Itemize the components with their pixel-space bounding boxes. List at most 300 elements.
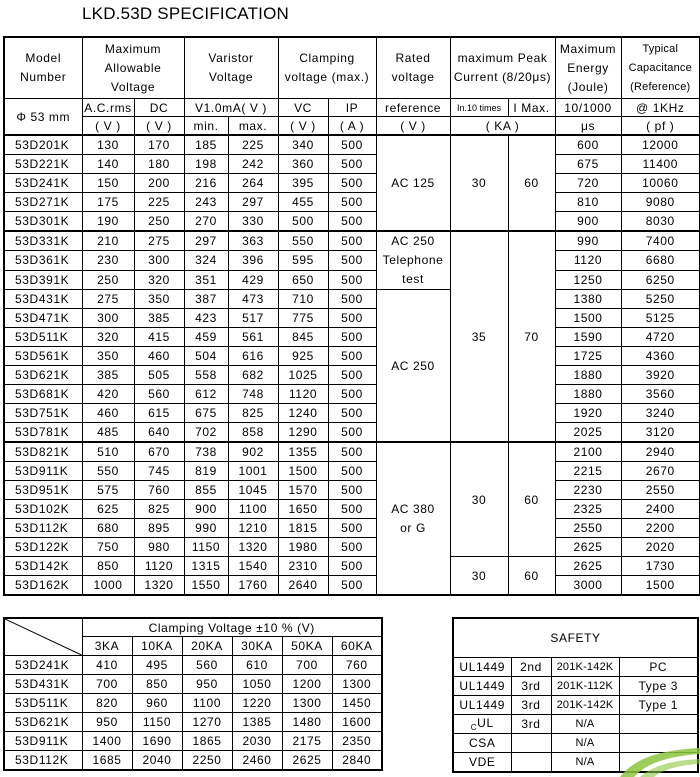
vmin-cell: 990 [184, 519, 228, 538]
clamp-value-cell: 760 [332, 656, 382, 675]
vc-cell: 775 [278, 309, 328, 328]
ip-cell: 500 [328, 193, 376, 212]
dc-cell: 895 [134, 519, 184, 538]
safety-standard-cell: UL1449 [453, 696, 511, 715]
clamp-value-cell: 2840 [332, 751, 382, 771]
table-row [4, 251, 700, 270]
model-cell: 53D681K [4, 385, 82, 404]
energy-header: Maximum Energy (Joule) [555, 37, 621, 99]
table-row [453, 696, 698, 715]
peak-current-header: maximum Peak Current (8/20μs) [450, 37, 555, 99]
capacitance-cell: 2020 [621, 538, 700, 557]
vmax-cell: 297 [228, 193, 278, 212]
energy-cell: 2550 [555, 519, 621, 538]
table-row [4, 675, 382, 694]
safety-standard-cell: CSA [453, 734, 511, 753]
clamp-value-cell: 1400 [82, 732, 132, 751]
capacitance-cell: 9080 [621, 193, 700, 212]
table-row [4, 751, 382, 771]
clamp-value-cell: 1480 [282, 713, 332, 732]
vmax-cell: 473 [228, 290, 278, 309]
clamp-value-cell: 1050 [232, 675, 282, 694]
dc-cell: 275 [134, 231, 184, 251]
table-row [4, 500, 700, 519]
acrms-cell: 550 [82, 462, 134, 481]
clamp-value-cell: 560 [182, 656, 232, 675]
vmin-cell: 558 [184, 366, 228, 385]
v1ma-header: V1.0mA( V ) [184, 99, 278, 117]
acrms-cell: 750 [82, 538, 134, 557]
table-row [4, 576, 700, 596]
vc-cell: 455 [278, 193, 328, 212]
safety-type-cell [619, 715, 698, 734]
vmin-cell: 855 [184, 481, 228, 500]
dc-cell: 760 [134, 481, 184, 500]
vc-cell: 1500 [278, 462, 328, 481]
acrms-cell: 175 [82, 193, 134, 212]
model-cell: 53D241K [4, 174, 82, 193]
ip-cell: 500 [328, 212, 376, 232]
dc-cell: 415 [134, 328, 184, 347]
vmax-cell: 902 [228, 442, 278, 462]
spec-group [4, 442, 700, 595]
vmin-cell: 185 [184, 135, 228, 155]
dc-cell: 200 [134, 174, 184, 193]
clamp-value-cell: 700 [282, 656, 332, 675]
ip-cell: 500 [328, 270, 376, 289]
model-cell: 53D621K [4, 366, 82, 385]
safety-file-cell: N/A [551, 734, 619, 753]
vc-cell: 925 [278, 347, 328, 366]
clamping-header: Clamping voltage (max.) [278, 37, 376, 99]
leaf-logo-mark [590, 740, 700, 777]
safety-title: SAFETY [453, 618, 698, 658]
dc-cell: 560 [134, 385, 184, 404]
capacitance-cell: 4360 [621, 347, 700, 366]
model-cell: 53D431K [4, 290, 82, 309]
table-row [4, 385, 700, 404]
capacitance-cell: 2550 [621, 481, 700, 500]
vc-cell: 1025 [278, 366, 328, 385]
clamp-value-cell: 2625 [282, 751, 332, 771]
energy-cell: 1380 [555, 290, 621, 309]
clamp-value-cell: 950 [182, 675, 232, 694]
dc-cell: 1120 [134, 557, 184, 576]
vmin-cell: 216 [184, 174, 228, 193]
dc-cell: 670 [134, 442, 184, 462]
model-cell: 53D511K [4, 328, 82, 347]
clamp-value-cell: 1385 [232, 713, 282, 732]
table-row [4, 366, 700, 385]
vc-cell: 1290 [278, 423, 328, 443]
acrms-cell: 230 [82, 251, 134, 270]
safety-file-cell: 201K-142K [551, 696, 619, 715]
vc-cell: 1815 [278, 519, 328, 538]
clamping-title: Clamping Voltage ±10 % (V) [82, 618, 382, 637]
vc-cell: 595 [278, 251, 328, 270]
specification-table [3, 36, 700, 596]
vmin-cell: 900 [184, 500, 228, 519]
acrms-cell: 510 [82, 442, 134, 462]
model-cell: 53D511K [4, 694, 82, 713]
vmax-cell: 682 [228, 366, 278, 385]
energy-cell: 2100 [555, 442, 621, 462]
acrms-cell: 275 [82, 290, 134, 309]
acrms-cell: 130 [82, 135, 134, 155]
acrms-cell: 140 [82, 155, 134, 174]
dc-cell: 170 [134, 135, 184, 155]
ip-cell: 500 [328, 231, 376, 251]
vmax-cell: 363 [228, 231, 278, 251]
ip-cell: 500 [328, 481, 376, 500]
energy-cell: 1880 [555, 385, 621, 404]
model-cell: 53D951K [4, 481, 82, 500]
vmax-cell: 396 [228, 251, 278, 270]
dc-cell: 825 [134, 500, 184, 519]
table-row [4, 135, 700, 155]
table-row [4, 155, 700, 174]
model-cell: 53D621K [4, 713, 82, 732]
clamp-column-header: 30KA [232, 637, 282, 656]
unit-dc: ( V ) [134, 117, 184, 136]
capacitance-cell: 3120 [621, 423, 700, 443]
model-cell: 53D911K [4, 462, 82, 481]
safety-standard-cell: VDE [453, 753, 511, 773]
clamp-value-cell: 950 [82, 713, 132, 732]
acrms-cell: 575 [82, 481, 134, 500]
table-row [4, 404, 700, 423]
vmax-cell: 1760 [228, 576, 278, 596]
clamp-value-cell: 850 [132, 675, 182, 694]
energy-cell: 810 [555, 193, 621, 212]
table-row [4, 732, 382, 751]
safety-file-cell: 201K-112K [551, 677, 619, 696]
vmin-cell: 1550 [184, 576, 228, 596]
clamp-column-header: 50KA [282, 637, 332, 656]
vc-cell: 1570 [278, 481, 328, 500]
ip-cell: 500 [328, 328, 376, 347]
unit-reference: ( V ) [376, 117, 450, 136]
clamp-value-cell: 1450 [332, 694, 382, 713]
clamp-column-header: 20KA [182, 637, 232, 656]
vmax-cell: 616 [228, 347, 278, 366]
energy-cell: 1250 [555, 270, 621, 289]
vmin-cell: 1150 [184, 538, 228, 557]
table-row [4, 309, 700, 328]
vmin-cell: 423 [184, 309, 228, 328]
imax-header: I Max. [508, 99, 555, 117]
table-row [4, 423, 700, 443]
acrms-cell: 150 [82, 174, 134, 193]
capacitance-cell: 8030 [621, 212, 700, 232]
model-cell: 53D391K [4, 270, 82, 289]
acrms-cell: 350 [82, 347, 134, 366]
energy-cell: 675 [555, 155, 621, 174]
clamp-value-cell: 1150 [132, 713, 182, 732]
model-cell: 53D781K [4, 423, 82, 443]
vc-cell: 2640 [278, 576, 328, 596]
vmax-cell: 264 [228, 174, 278, 193]
diagonal-corner-cell [4, 618, 82, 656]
ip-cell: 500 [328, 290, 376, 309]
clamp-value-cell: 2175 [282, 732, 332, 751]
energy-cell: 1500 [555, 309, 621, 328]
ip-cell: 500 [328, 557, 376, 576]
vc-cell: 1650 [278, 500, 328, 519]
vmax-cell: 858 [228, 423, 278, 443]
vmax-cell: 1001 [228, 462, 278, 481]
safety-edition-cell [511, 734, 551, 753]
vmax-cell: 1100 [228, 500, 278, 519]
vmax-cell: 1320 [228, 538, 278, 557]
capacitance-cell: 5125 [621, 309, 700, 328]
energy-cell: 2215 [555, 462, 621, 481]
energy-cell: 600 [555, 135, 621, 155]
model-diameter: Φ 53 mm [4, 99, 82, 136]
vmax-cell: 517 [228, 309, 278, 328]
vmin-cell: 738 [184, 442, 228, 462]
rated-header: Rated voltage [376, 37, 450, 99]
dc-cell: 505 [134, 366, 184, 385]
vmax-cell: 429 [228, 270, 278, 289]
vmax-cell: 242 [228, 155, 278, 174]
model-cell: 53D431K [4, 675, 82, 694]
ip-cell: 500 [328, 385, 376, 404]
vc-cell: 1355 [278, 442, 328, 462]
clamp-value-cell: 2040 [132, 751, 182, 771]
dc-cell: 350 [134, 290, 184, 309]
acrms-cell: 850 [82, 557, 134, 576]
table-row [4, 462, 700, 481]
energy-cell: 2325 [555, 500, 621, 519]
model-cell: 53D241K [4, 656, 82, 675]
clamp-value-cell: 2460 [232, 751, 282, 771]
safety-type-cell: Type 1 [619, 696, 698, 715]
vmax-cell: 225 [228, 135, 278, 155]
vc-cell: 710 [278, 290, 328, 309]
energy-cell: 1880 [555, 366, 621, 385]
safety-standard-cell: $_C$UL [453, 715, 511, 734]
clamp-value-cell: 610 [232, 656, 282, 675]
vmax-cell: 825 [228, 404, 278, 423]
capacitance-cell: 12000 [621, 135, 700, 155]
vmax-cell: 1540 [228, 557, 278, 576]
capacitance-cell: 1500 [621, 576, 700, 596]
clamp-value-cell: 960 [132, 694, 182, 713]
table-row [4, 481, 700, 500]
energy-cell: 990 [555, 231, 621, 251]
table-row [4, 538, 700, 557]
dc-cell: 1320 [134, 576, 184, 596]
clamp-value-cell: 1690 [132, 732, 182, 751]
vmax-cell: 1045 [228, 481, 278, 500]
safety-edition-cell: 3rd [511, 696, 551, 715]
ip-cell: 500 [328, 347, 376, 366]
clamp-value-cell: 2250 [182, 751, 232, 771]
model-cell: 53D162K [4, 576, 82, 596]
capacitance-cell: 2940 [621, 442, 700, 462]
dc-cell: 320 [134, 270, 184, 289]
clamp-value-cell: 1300 [332, 675, 382, 694]
clamp-value-cell: 820 [82, 694, 132, 713]
dc-cell: 385 [134, 309, 184, 328]
vmin-cell: 702 [184, 423, 228, 443]
table-row [4, 212, 700, 232]
model-cell: 53D102K [4, 500, 82, 519]
peak-imax-cell: 60 [508, 442, 555, 557]
ip-cell: 500 [328, 251, 376, 270]
vmin-cell: 324 [184, 251, 228, 270]
unit-capacitance: ( pf ) [621, 117, 700, 136]
model-cell: 53D361K [4, 251, 82, 270]
ip-cell: 500 [328, 309, 376, 328]
acrms-cell: 300 [82, 309, 134, 328]
clamp-value-cell: 1600 [332, 713, 382, 732]
dc-cell: 300 [134, 251, 184, 270]
vc-cell: 360 [278, 155, 328, 174]
vmax-cell: 561 [228, 328, 278, 347]
dc-cell: 980 [134, 538, 184, 557]
safety-type-cell: Type 3 [619, 677, 698, 696]
clamp-value-cell: 2350 [332, 732, 382, 751]
clamp-value-cell: 410 [82, 656, 132, 675]
acrms-cell: 460 [82, 404, 134, 423]
capacitance-cell: 7400 [621, 231, 700, 251]
vmin-cell: 351 [184, 270, 228, 289]
ip-cell: 500 [328, 155, 376, 174]
table-row [4, 713, 382, 732]
energy-cell: 1590 [555, 328, 621, 347]
safety-standard-cell: UL1449 [453, 658, 511, 677]
capacitance-cell: 3560 [621, 385, 700, 404]
vmax-cell: 330 [228, 212, 278, 232]
vmin-cell: 387 [184, 290, 228, 309]
model-cell: 53D821K [4, 442, 82, 462]
safety-edition-cell: 3rd [511, 715, 551, 734]
table-row [4, 694, 382, 713]
rated-voltage-cell: AC 125 [376, 135, 450, 231]
energy-cell: 1120 [555, 251, 621, 270]
vc-cell: 650 [278, 270, 328, 289]
table-row [4, 656, 382, 675]
table-row [4, 557, 700, 576]
capacitance-subheader: @ 1KHz [621, 99, 700, 117]
unit-vc: ( V ) [278, 117, 328, 136]
energy-cell: 2625 [555, 557, 621, 576]
clamp-value-cell: 495 [132, 656, 182, 675]
safety-edition-cell: 3rd [511, 677, 551, 696]
table-row [4, 174, 700, 193]
capacitance-cell: 3240 [621, 404, 700, 423]
capacitance-cell: 6680 [621, 251, 700, 270]
unit-energy: μs [555, 117, 621, 136]
ip-cell: 500 [328, 442, 376, 462]
spec-group [4, 135, 700, 231]
ip-cell: 500 [328, 366, 376, 385]
acrms-cell: 385 [82, 366, 134, 385]
capacitance-cell: 3920 [621, 366, 700, 385]
model-cell: 53D331K [4, 231, 82, 251]
vc-cell: 845 [278, 328, 328, 347]
table-row [4, 519, 700, 538]
model-cell: 53D271K [4, 193, 82, 212]
acrms-cell: 210 [82, 231, 134, 251]
acrms-cell: 485 [82, 423, 134, 443]
model-cell: 53D301K [4, 212, 82, 232]
model-cell: 53D471K [4, 309, 82, 328]
model-cell: 53D122K [4, 538, 82, 557]
model-cell: 53D221K [4, 155, 82, 174]
capacitance-cell: 2200 [621, 519, 700, 538]
energy-cell: 1920 [555, 404, 621, 423]
clamp-value-cell: 1200 [282, 675, 332, 694]
vc-cell: 340 [278, 135, 328, 155]
safety-file-cell: 201K-142K [551, 658, 619, 677]
clamp-value-cell: 1220 [232, 694, 282, 713]
energy-cell: 2230 [555, 481, 621, 500]
peak-imax-cell: 60 [508, 557, 555, 596]
peak-imax-cell: 70 [508, 231, 555, 442]
acrms-cell: 320 [82, 328, 134, 347]
acrms-cell: 1000 [82, 576, 134, 596]
reference-header: reference [376, 99, 450, 117]
clamp-column-header: 60KA [332, 637, 382, 656]
safety-type-cell: PC [619, 658, 698, 677]
energy-cell: 1725 [555, 347, 621, 366]
ip-cell: 500 [328, 576, 376, 596]
ip-cell: 500 [328, 500, 376, 519]
table-row [453, 715, 698, 734]
vmin-cell: 1315 [184, 557, 228, 576]
acrms-header: A.C.rms [82, 99, 134, 117]
energy-cell: 900 [555, 212, 621, 232]
table-row [453, 658, 698, 677]
vmax-cell: 1210 [228, 519, 278, 538]
acrms-cell: 680 [82, 519, 134, 538]
peak-in10-cell: 35 [450, 231, 508, 442]
vmin-cell: 243 [184, 193, 228, 212]
vmin-cell: 297 [184, 231, 228, 251]
dc-cell: 180 [134, 155, 184, 174]
vc-cell: 1120 [278, 385, 328, 404]
model-cell: 53D911K [4, 732, 82, 751]
peak-in10-cell: 30 [450, 135, 508, 231]
vc-cell: 550 [278, 231, 328, 251]
dc-header: DC [134, 99, 184, 117]
unit-min: min. [184, 117, 228, 136]
vc-cell: 1980 [278, 538, 328, 557]
safety-standard-cell: UL1449 [453, 677, 511, 696]
rated-voltage-cell: AC 380 or G [376, 442, 450, 595]
acrms-cell: 625 [82, 500, 134, 519]
peak-in10-cell: 30 [450, 442, 508, 557]
acrms-cell: 250 [82, 270, 134, 289]
clamp-column-header: 10KA [132, 637, 182, 656]
energy-cell: 2625 [555, 538, 621, 557]
standard-subscript: C [470, 723, 478, 732]
clamp-value-cell: 1685 [82, 751, 132, 771]
rated-voltage-cell: AC 250 [376, 290, 450, 443]
vmin-cell: 198 [184, 155, 228, 174]
capacitance-cell: 6250 [621, 270, 700, 289]
ip-cell: 500 [328, 174, 376, 193]
ip-cell: 500 [328, 519, 376, 538]
safety-edition-cell: 2nd [511, 658, 551, 677]
ip-cell: 500 [328, 404, 376, 423]
vmin-cell: 612 [184, 385, 228, 404]
table-row [4, 231, 700, 251]
clamp-value-cell: 1865 [182, 732, 232, 751]
